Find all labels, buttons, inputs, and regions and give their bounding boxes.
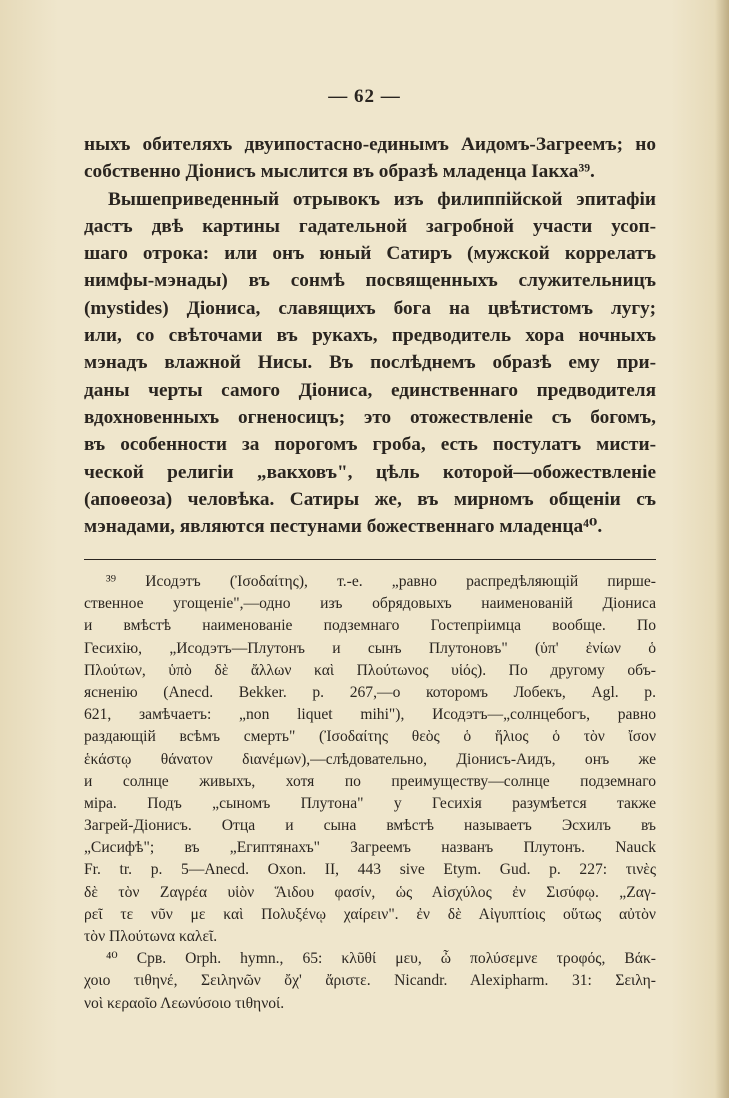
- footnote-line: „Сисифѣ"; въ „Египтянахъ" Загреемъ названъ Плутонъ. Nauck: [84, 839, 656, 857]
- footnote-line: τὸν Πλούτωνα καλεῖ.: [84, 928, 218, 945]
- footnote-40-start: ⁴⁰ Срв. Orph. hymn., 65: κλῦθί μευ, ὦ πολύσεμνε τροφός, Βάκ-: [106, 950, 656, 968]
- footnote-line: χοιο τιθηνέ, Σειληνῶν ὄχ' ἄριστε. Nicandr. Alexipharm. 31: Σειλη-: [84, 972, 656, 990]
- main-text: [84, 131, 656, 540]
- footnote-line: 621, замѣчаетъ: „non liquet mihi"), Исодэтъ—„солнцебогъ, равно: [84, 706, 656, 724]
- main-line: ческой религіи „вакховъ", цѣль которой—обожествленіе: [84, 461, 656, 483]
- footnote-line: Гесихію, „Исодэтъ—Плутонъ и сынъ Плутоновъ" (ὑπ' ἐνίων ὁ: [84, 639, 656, 657]
- main-line: (апоѳеоза) человѣка. Сатиры же, въ мирномъ общеніи съ: [84, 488, 656, 510]
- footnote-line: Fr. tr. p. 5—Anecd. Oxon. II, 443 sive Etym. Gud. p. 227: τινὲς: [84, 861, 656, 879]
- footnote-line: раздающій всѣмъ смерть" (Ἰσοδαίτης θεὸς ὁ ἥλιος ὁ τὸν ἴσον: [84, 728, 656, 746]
- footnote-line: міра. Подъ „сыномъ Плутона" у Гесихія разумѣется также: [84, 794, 656, 812]
- main-line: вдохновенныхъ огненосицъ; это отожествленіе съ богомъ,: [84, 406, 656, 428]
- main-line: (mystides) Діониса, славящихъ бога на цвѣтистомъ лугу;: [84, 297, 656, 319]
- main-line: въ особенности за порогомъ гроба, есть постулатъ мисти-: [84, 434, 656, 456]
- footnote-line: ясненію (Anecd. Bekker. p. 267,—о которомъ Лобекъ, Agl. p.: [84, 683, 656, 701]
- main-line: или, со свѣточами въ рукахъ, предводитель хора ночныхъ: [84, 325, 656, 347]
- main-line: ныхъ обителяхъ двуипостасно-единымъ Аидомъ-Загреемъ; но: [84, 134, 656, 155]
- footnote-line: и солнце живыхъ, хотя по преимуществу—солнце подземнаго: [84, 772, 656, 790]
- paragraph-start: Вышеприведенный отрывокъ изъ филиппійской эпитафіи: [108, 188, 656, 210]
- footnote-line: ἑκάστῳ θάνατον διανέμων),—слѣдовательно, Діонисъ-Аидъ, онъ же: [84, 750, 656, 768]
- main-line: даны черты самого Діониса, единственнаго предводителя: [84, 379, 656, 401]
- main-line: шаго отрока: или онъ юный Сатиръ (мужской коррелатъ: [84, 243, 656, 265]
- footnote-line: Πλούτων, ὑπὸ δὲ ἄλλων καὶ Πλούτωνος υἱός). По другому объ-: [84, 661, 656, 679]
- main-line: собственно Діонисъ мыслится въ образѣ младенца Іакха³⁹.: [84, 161, 595, 183]
- footnote-line: δὲ τὸν Ζαγρέα υἱὸν Ἅιδου φασίν, ὡς Αἰσχύλος ἐν Σισύφῳ. „Ζαγ-: [84, 883, 656, 901]
- main-line: мэнадами, являются пестунами божественнаго младенца⁴⁰.: [84, 516, 603, 538]
- page-edge-shadow: [715, 0, 729, 1098]
- main-line: дастъ двѣ картины гадательной загробной участи усоп-: [84, 215, 656, 237]
- main-line: нимфы-мэнады) въ сонмѣ посвященныхъ служительницъ: [84, 270, 656, 292]
- footnote-line: ственное угощеніе",—одно изъ обрядовыхъ наименованій Діониса: [84, 595, 656, 613]
- footnote-line: νοὶ κεραοῖο Λεωνύσοιο τιθηνοί.: [84, 994, 285, 1012]
- footnote-line: ρεῖ τε νῦν με καὶ Πολυξένῳ χαίρειν". ἐν δὲ Αἰγυπτίοις οὕτως αὐτὸν: [84, 905, 656, 923]
- footnote-divider: [84, 559, 656, 560]
- main-line: мэнадъ влажной Нисы. Въ послѣднемъ образѣ ему при-: [84, 352, 656, 374]
- footnote-39-start: ³⁹ Исодэтъ (Ἰσοδαίτης), т.-е. „равно распредѣляющій пирше-: [106, 573, 656, 590]
- page-number: — 62 —: [328, 86, 401, 107]
- footnotes: [84, 571, 656, 1015]
- footnote-line: Загрей-Діонисъ. Отца и сына вмѣстѣ называетъ Эсхилъ въ: [84, 817, 656, 835]
- footnote-line: и вмѣстѣ наименованіе подземнаго Гостепріимца вообще. По: [84, 617, 656, 635]
